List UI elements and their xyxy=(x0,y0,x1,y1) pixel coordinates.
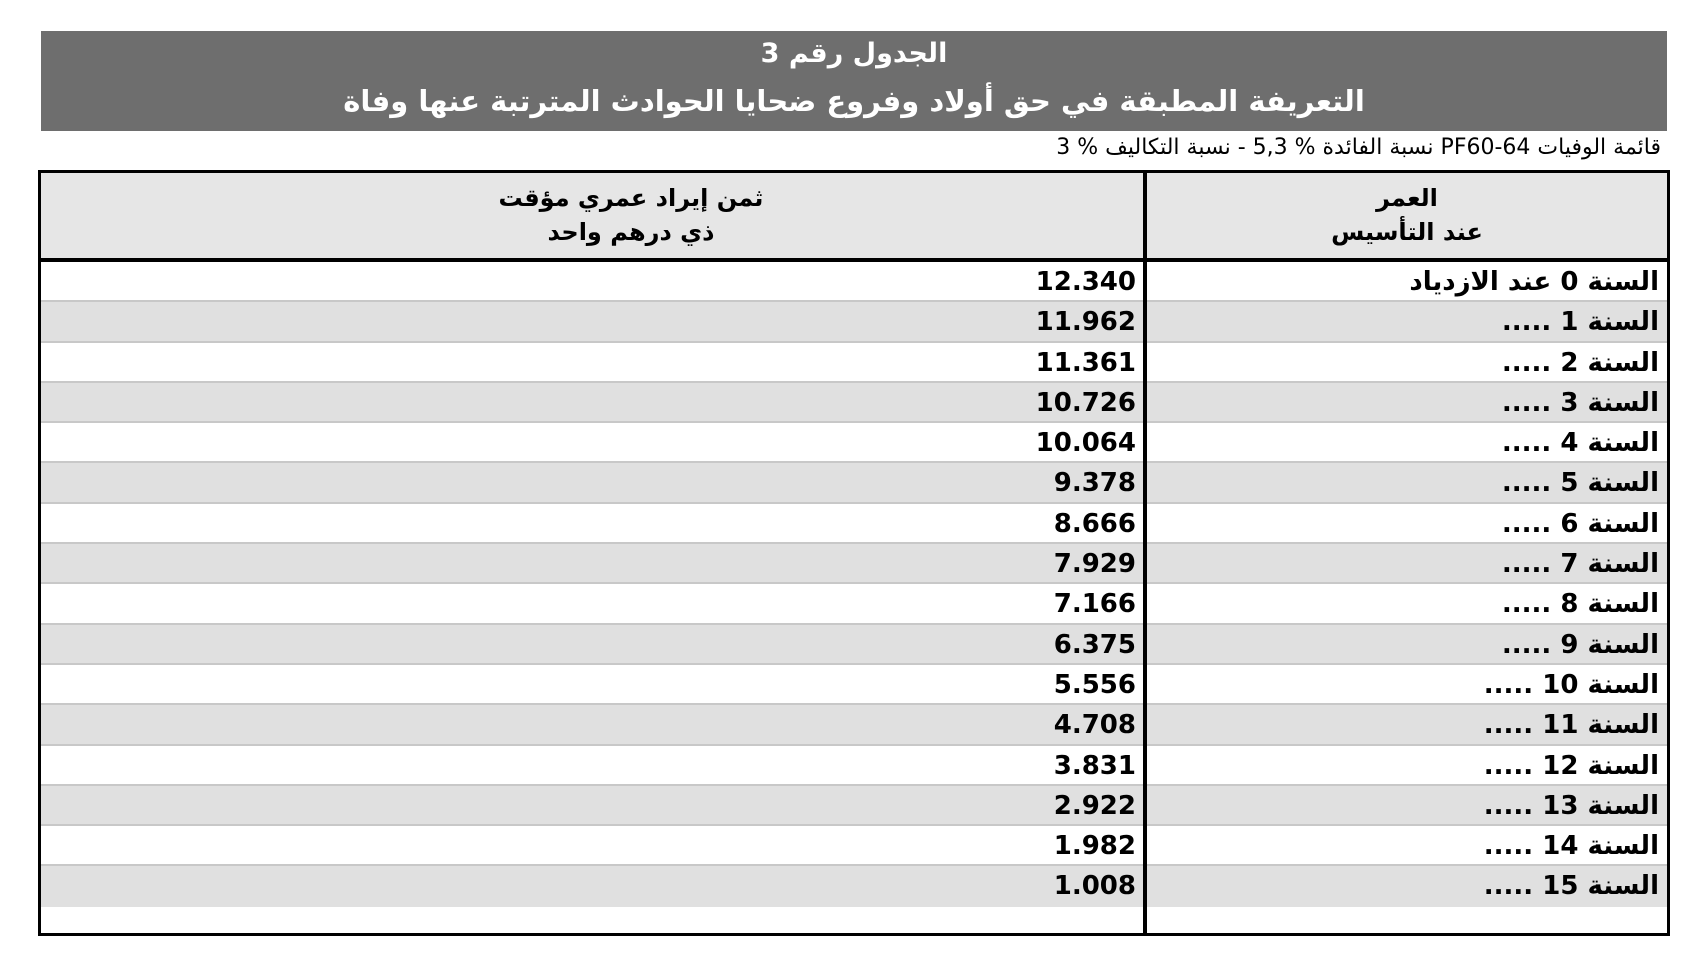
table-main-title: التعريفة المطبقة في حق أولاد وفروع ضحايا الحوادث المترتبة عنها وفاة xyxy=(343,84,1365,118)
price-cell: 4.708 xyxy=(1053,710,1136,741)
header-age-line2: عند التأسيس xyxy=(1331,218,1483,246)
age-cell: السنة 13 ..... xyxy=(1483,790,1659,821)
age-cell: السنة 15 ..... xyxy=(1483,871,1659,902)
table-row xyxy=(41,584,1667,624)
price-cell: 6.375 xyxy=(1053,629,1136,660)
age-cell: السنة 6 ..... xyxy=(1501,508,1659,539)
price-cell: 10.064 xyxy=(1035,428,1136,459)
table-title-banner xyxy=(41,31,1667,131)
age-cell: السنة 8 ..... xyxy=(1501,589,1659,620)
table-row xyxy=(41,262,1667,302)
table-row xyxy=(41,423,1667,463)
tariff-table xyxy=(38,170,1670,936)
table-row xyxy=(41,544,1667,584)
age-cell: السنة 2 ..... xyxy=(1501,347,1659,378)
price-cell: 3.831 xyxy=(1053,750,1136,781)
column-divider xyxy=(1143,173,1147,933)
price-cell: 11.962 xyxy=(1035,307,1136,338)
table-row xyxy=(41,786,1667,826)
table-row xyxy=(41,665,1667,705)
table-row xyxy=(41,504,1667,544)
header-age-line1: العمر xyxy=(1376,184,1438,212)
table-row xyxy=(41,866,1667,906)
price-cell: 8.666 xyxy=(1053,508,1136,539)
table-row xyxy=(41,746,1667,786)
table-row xyxy=(41,302,1667,342)
header-age xyxy=(1147,173,1667,258)
age-cell: السنة 3 ..... xyxy=(1501,387,1659,418)
table-subtitle: قائمة الوفيات PF60-64 نسبة الفائدة % 5,3 - نسبة التكاليف % 3 xyxy=(1056,135,1661,160)
age-cell: السنة 0 عند الازدياد xyxy=(1409,267,1659,297)
age-cell: السنة 14 ..... xyxy=(1483,831,1659,862)
price-cell: 9.378 xyxy=(1053,468,1136,499)
table-number-title: الجدول رقم 3 xyxy=(760,38,948,69)
table-row xyxy=(41,463,1667,503)
age-cell: السنة 7 ..... xyxy=(1501,549,1659,580)
age-cell: السنة 4 ..... xyxy=(1501,428,1659,459)
header-price xyxy=(41,173,1143,258)
age-cell: السنة 10 ..... xyxy=(1483,669,1659,700)
price-cell: 1.008 xyxy=(1053,871,1136,902)
table-header xyxy=(41,173,1667,262)
price-cell: 10.726 xyxy=(1035,387,1136,418)
table-row xyxy=(41,383,1667,423)
price-cell: 7.166 xyxy=(1053,589,1136,620)
price-cell: 11.361 xyxy=(1035,347,1136,378)
table-row xyxy=(41,705,1667,745)
table-row xyxy=(41,625,1667,665)
price-cell: 1.982 xyxy=(1053,831,1136,862)
table-row xyxy=(41,826,1667,866)
age-cell: السنة 5 ..... xyxy=(1501,468,1659,499)
price-cell: 5.556 xyxy=(1053,669,1136,700)
age-cell: السنة 12 ..... xyxy=(1483,750,1659,781)
header-price-line2: ذي درهم واحد xyxy=(547,218,715,246)
price-cell: 2.922 xyxy=(1053,790,1136,821)
table-body xyxy=(41,262,1667,907)
table-row xyxy=(41,343,1667,383)
age-cell: السنة 9 ..... xyxy=(1501,629,1659,660)
header-price-line1: ثمن إيراد عمري مؤقت xyxy=(498,184,764,212)
age-cell: السنة 11 ..... xyxy=(1483,710,1659,741)
age-cell: السنة 1 ..... xyxy=(1501,307,1659,338)
price-cell: 12.340 xyxy=(1035,267,1136,297)
price-cell: 7.929 xyxy=(1053,549,1136,580)
